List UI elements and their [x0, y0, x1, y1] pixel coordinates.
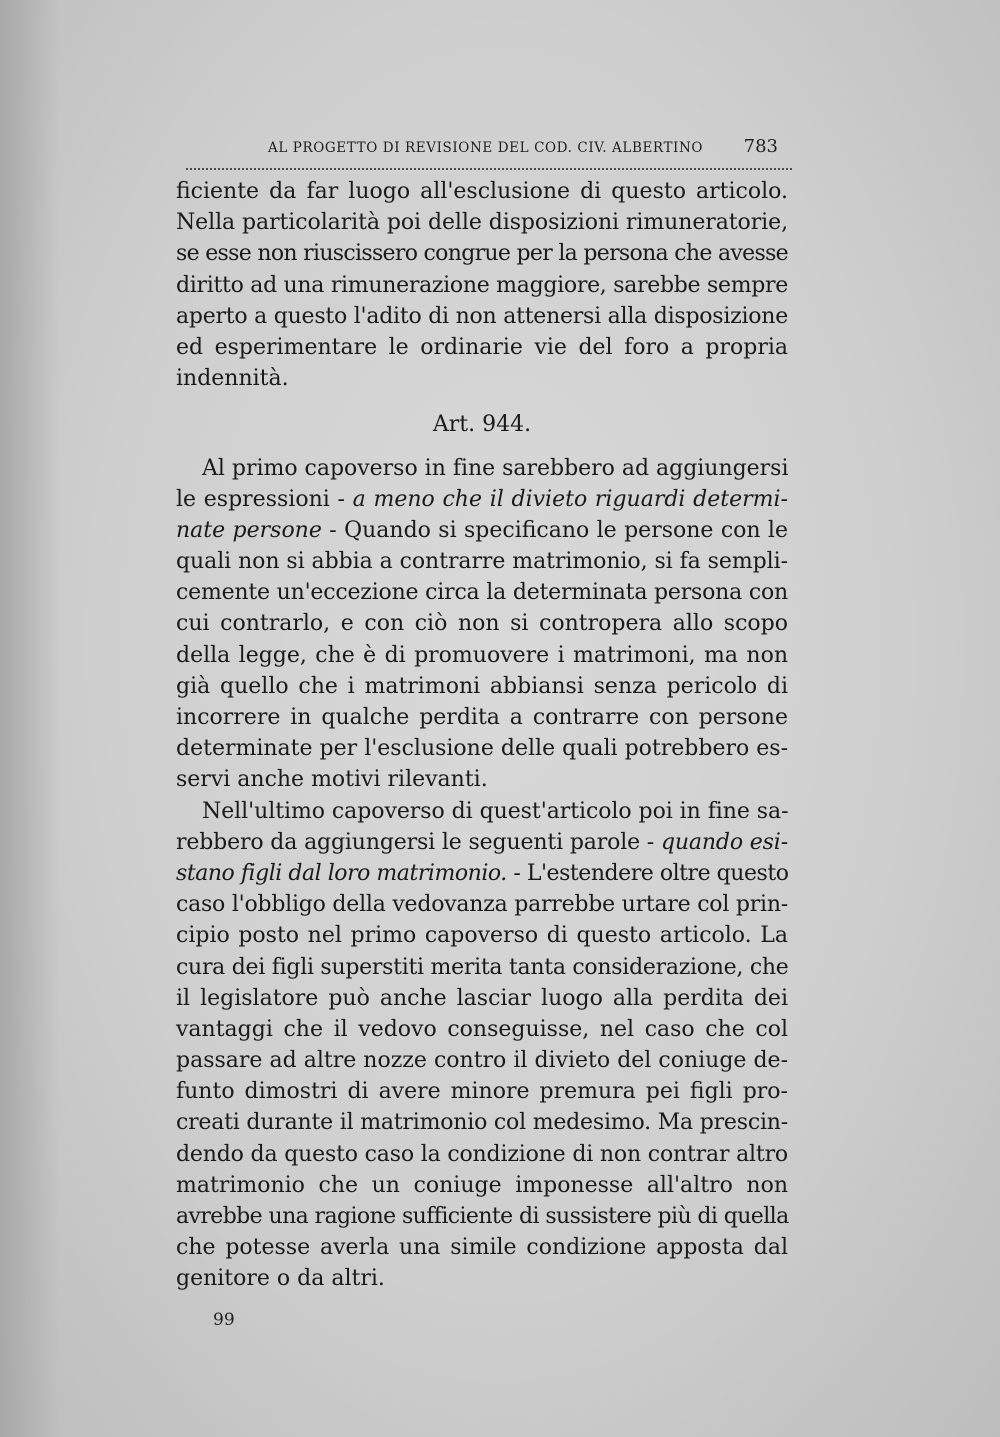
- paragraph-2: [176, 453, 788, 796]
- text-line: Nell'ultimo capoverso di quest'articolo poi in fine sa-: [202, 798, 789, 824]
- text-line: aperto a questo l'adito di non attenersi alla disposizione: [176, 303, 788, 329]
- text-segment: - Quando si specificano le persone con le: [321, 517, 788, 543]
- text-line: matrimonio che un coniuge imponesse all'altro non: [176, 1172, 788, 1198]
- text-line: della legge, che è di promuovere i matrimoni, ma non: [176, 642, 788, 668]
- text-line: avrebbe una ragione sufficiente di sussistere più di quella: [176, 1204, 789, 1229]
- text-line: dendo da questo caso la condizione di non contrar altro: [176, 1141, 788, 1167]
- text-segment: rebbero da aggiungersi le seguenti parole -: [176, 829, 661, 855]
- page-header: [186, 134, 792, 174]
- body-text: [176, 176, 788, 1295]
- text-line: se esse non riuscissero congrue per la persona che avesse: [176, 241, 788, 267]
- text-line: ed esperimentare le ordinarie vie del foro a propria: [176, 334, 788, 360]
- text-line: cui contrarlo, e con ciò non si contropera allo scopo: [176, 611, 788, 637]
- text-line: già quello che i matrimoni abbiansi senza pericolo di: [176, 673, 788, 699]
- article-heading: Art. 944.: [432, 412, 532, 438]
- text-line: funto dimostri di avere minore premura pei figli pro-: [176, 1079, 788, 1105]
- text-line: cipio posto nel primo capoverso di questo articolo. La: [176, 923, 788, 949]
- text-segment: le espressioni -: [176, 486, 353, 512]
- text-line: genitore o da altri.: [176, 1266, 385, 1292]
- text-line: vantaggi che il vedovo conseguisse, nel caso che col: [176, 1016, 788, 1042]
- text-line: incorrere in qualche perdita a contrarre con persone: [176, 705, 788, 730]
- italic-segment: quando esi-: [660, 829, 788, 855]
- italic-segment: stano figli dal loro matrimonio.: [176, 860, 507, 886]
- text-line: passare ad altre nozze contro il divieto del coniuge de-: [176, 1048, 788, 1074]
- text-line: creati durante il matrimonio col medesimo. Ma prescin-: [176, 1110, 789, 1136]
- text-line: caso l'obbligo della vedovanza parrebbe urtare col prin-: [176, 892, 788, 918]
- text-line: cemente un'eccezione circa la determinata persona con: [176, 580, 788, 606]
- text-line: determinate per l'esclusione delle quali potrebbero es-: [176, 736, 788, 762]
- text-segment: - L'estendere oltre questo: [506, 860, 789, 886]
- running-head: AL PROGETTO DI REVISIONE DEL COD. CIV. ALBERTINO: [268, 140, 704, 156]
- italic-segment: a meno che il divieto riguardi determi-: [352, 486, 788, 512]
- header-rule: [186, 168, 792, 170]
- text-line: il legislatore può anche lasciar luogo alla perdita dei: [176, 985, 788, 1011]
- text-line: Nella particolarità poi delle disposizioni rimuneratorie,: [176, 210, 789, 236]
- italic-segment: nate persone: [176, 517, 322, 543]
- text-line: cura dei figli superstiti merita tanta considerazione, che: [176, 954, 789, 980]
- text-line-mixed: [176, 858, 788, 889]
- paragraph-3: [176, 796, 788, 1295]
- text-line: quali non si abbia a contrarre matrimonio, si fa sempli-: [176, 549, 789, 575]
- text-line: diritto ad una rimunerazione maggiore, sarebbe sempre: [176, 272, 788, 298]
- text-line: Al primo capoverso in fine sarebbero ad aggiungersi: [202, 455, 789, 481]
- text-line-mixed: [176, 515, 788, 546]
- text-line: indennità.: [176, 366, 289, 392]
- paragraph-1: [176, 176, 788, 394]
- text-line: servi anche motivi rilevanti.: [176, 767, 488, 793]
- text-line-mixed: [176, 827, 788, 858]
- text-line-mixed: [176, 484, 788, 515]
- signature-mark: 99: [213, 1310, 235, 1330]
- page-number: 783: [743, 136, 778, 157]
- text-line: che potesse averla una simile condizione apposta dal: [176, 1235, 788, 1261]
- text-line: ficiente da far luogo all'esclusione di questo articolo.: [176, 179, 788, 204]
